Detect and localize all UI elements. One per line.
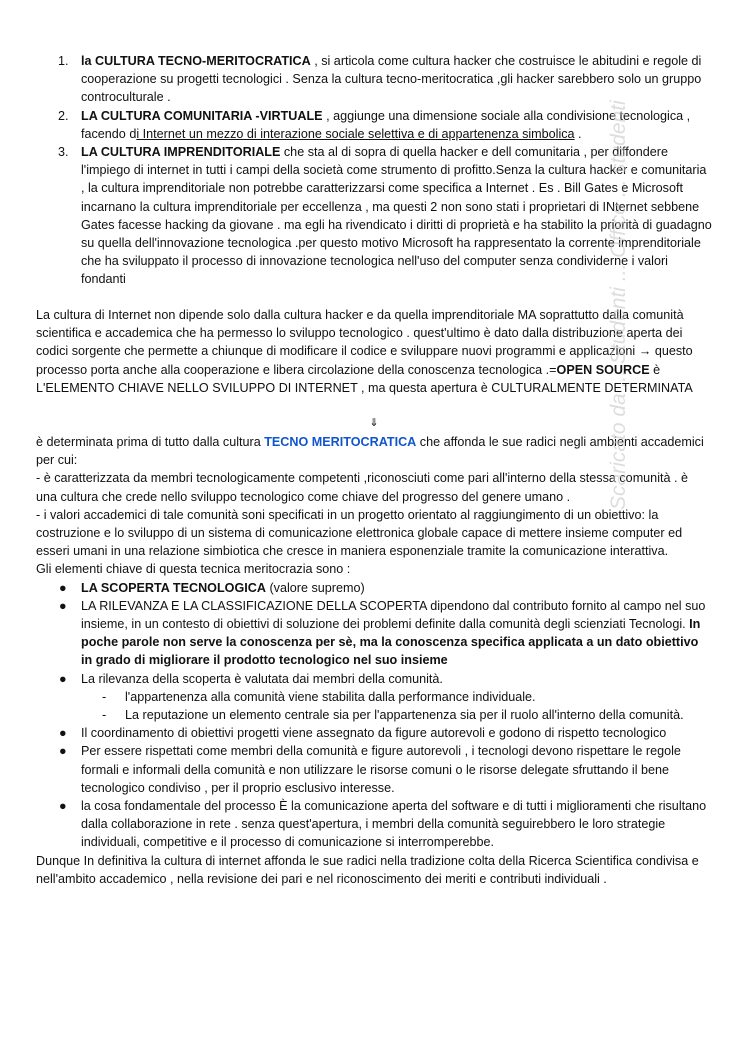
list-number: 1.	[58, 54, 69, 68]
bullet-icon: ●	[59, 580, 67, 595]
dash-icon: -	[102, 708, 107, 723]
list-heading: LA CULTURA IMPRENDITORIALE	[81, 145, 281, 160]
sub-bullet-item	[36, 688, 712, 706]
bullet-text: La rilevanza della scoperta è valutata dai membri della comunità.	[81, 671, 443, 686]
elements-intro: Gli elementi chiave di questa tecnica meritocrazia sono :	[36, 562, 351, 577]
conclusion-paragraph: Dunque In definitiva la cultura di internet affonda le sue radici nella tradizione colta della Ricerca Scientifica condivisa e nell'ambito accademico , nella revisione dei pari e nel riconoscimento dei meriti e contributi individuali .	[36, 853, 699, 886]
list-number: 2.	[58, 108, 69, 123]
watermark: Scaricato da ... Studenti ... Office ... studenti	[607, 100, 630, 510]
paragraph-tail: è L'ELEMENTO CHIAVE NELLO SVILUPPO DI INTERNET , ma questa apertura è CULTURALMENTE DETERMINATA	[36, 362, 693, 395]
down-arrow-icon: ⇓	[369, 417, 379, 429]
bullet-text: LA RILEVANZA E LA CLASSIFICAZIONE DELLA SCOPERTA dipendono dal contributo fornito al campo nel suo insieme, in un contesto di obiettivi di soluzione dei problemi definite dalla comunità degli scienziati Tecnologi.	[81, 598, 706, 632]
bullet-item	[36, 797, 712, 852]
bullet-text: (valore supremo)	[265, 580, 365, 595]
list-heading: la CULTURA TECNO-MERITOCRATICA	[81, 54, 311, 68]
bullet-item	[36, 742, 712, 797]
list-heading: LA CULTURA COMUNITARIA -VIRTUALE	[81, 108, 323, 123]
sub-bullet-text: l'appartenenza alla comunità viene stabilita dalla performance individuale.	[125, 689, 536, 704]
paragraph-text: è determinata prima di tutto dalla cultura	[36, 435, 265, 449]
bullet-icon: ●	[59, 744, 67, 759]
sub-bullet-text: La reputazione un elemento centrale sia per l'appartenenza sia per il ruolo all'interno della comunità.	[125, 708, 684, 723]
paragraph-text: che affonda le sue radici negli ambienti accademici per cui:	[36, 435, 704, 468]
bullet-icon: ●	[59, 799, 67, 814]
dash-paragraph: - è caratterizzata da membri tecnologicamente competenti ,riconosciuti come pari all'interno della stessa comunità . è una cultura che crede nello sviluppo tecnologico come chiave del progresso del genere umano .	[36, 471, 688, 504]
bullet-item	[36, 724, 712, 742]
tecno-meritocratica-term: TECNO MERITOCRATICA	[264, 435, 417, 449]
bullet-item	[36, 597, 712, 670]
sub-bullet-item	[36, 706, 712, 724]
bullet-bold: LA SCOPERTA TECNOLOGICA	[81, 580, 266, 595]
bullet-text: Per essere rispettati come membri della comunità e figure autorevoli , i tecnologi devono rispettare le regole formali e informali della comunità e non utilizzare le risorse comuni o le risorse delegate sfruttando il bene tecnologico condiviso , per il proprio esclusivo interesse.	[81, 744, 681, 795]
underlined-text: i Internet un mezzo di interazione sociale selettiva e di appartenenza simbolica	[136, 126, 575, 141]
list-text: che sta al di sopra di quella hacker e dell comunitaria , per diffondere l'impiego di internet in tutti i campi della società come strumento di profitto.Senza la cultura hacker e comunitaria , la cultura imprenditoriale non potrebbe caratterizzarsi come specifica a Internet . Es . Bill Gates e Microsoft incarnano la cultura imprenditoriale per eccellenza , ma questi 2 non sono stati i proprietari di INternet sebbene Gates facesse hacking da giovane . ma egli ha rivendicato i diritti di proprietà e ha stabilito la priorità di guadagno su quella dell'innovazione tecnologica .per questo motivo Microsoft ha rappresentato la corrente imprenditoriale che ha sviluppato il processo di innovazione tecnologica nell'uso del computer senza condividerne i valori fondanti	[81, 145, 712, 287]
list-text: , aggiunge una dimensione sociale alla condivisione tecnologica , facendo d	[81, 108, 691, 141]
list-number: 3.	[58, 145, 69, 160]
bullet-text: la cosa fondamentale del processo È la comunicazione aperta del software e di tutti i miglioramenti che risultano dalla collaborazione in rete . senza quest'apertura, i membri della comunità seguirebbero le loro strategie individuali, competitive e il processo di comunicazione si interromperebbe.	[81, 799, 707, 850]
bullet-item	[36, 670, 712, 688]
bullet-icon: ●	[59, 598, 67, 613]
bullet-icon: ●	[59, 726, 67, 741]
list-tail: .	[574, 126, 582, 141]
open-source-term: OPEN SOURCE	[556, 362, 650, 377]
list-text: , si articola come cultura hacker che costruisce le abitudini e regole di cooperazione su progetti tecnologici . Senza la cultura tecno-meritocratica ,gli hacker sarebbero solo un gruppo controculturale .	[81, 54, 702, 105]
bullet-bold: In poche parole non serve la conoscenza per sè, ma la conoscenza specifica applicata a un dato obiettivo in grado di migliorare il prodotto tecnologico nel suo insieme	[81, 617, 701, 668]
bullet-item	[36, 579, 712, 597]
dash-icon: -	[102, 689, 107, 704]
paragraph-text: La cultura di Internet non dipende solo dalla cultura hacker e da quella imprenditoriale MA soprattutto dalla comunità scientifica e accademica che ha permesso lo sviluppo tecnologico . quest'ultimo è dato dalla distribuzione aperta dei codici sorgente che permette a chiunque di modificare il codice e sviluppare nuovi programmi e applicazioni → questo processo porta anche alla cooperazione e libera circolazione della conoscenza tecnologica .=	[36, 308, 693, 377]
bullet-icon: ●	[59, 671, 67, 686]
dash-paragraph: - i valori accademici di tale comunità soni specificati in un progetto orientato al raggiungimento di un obiettivo: la costruzione e lo sviluppo di un sistema di comunicazione elettronica globale capace di mettere insieme computer ed esseri umani in una relazione simbiotica che cresce in maniera esponenziale tramite la comunicazione interattiva.	[36, 507, 683, 559]
bullet-text: Il coordinamento di obiettivi progetti viene assegnato da figure autorevoli e godono di rispetto tecnologico	[81, 726, 667, 741]
